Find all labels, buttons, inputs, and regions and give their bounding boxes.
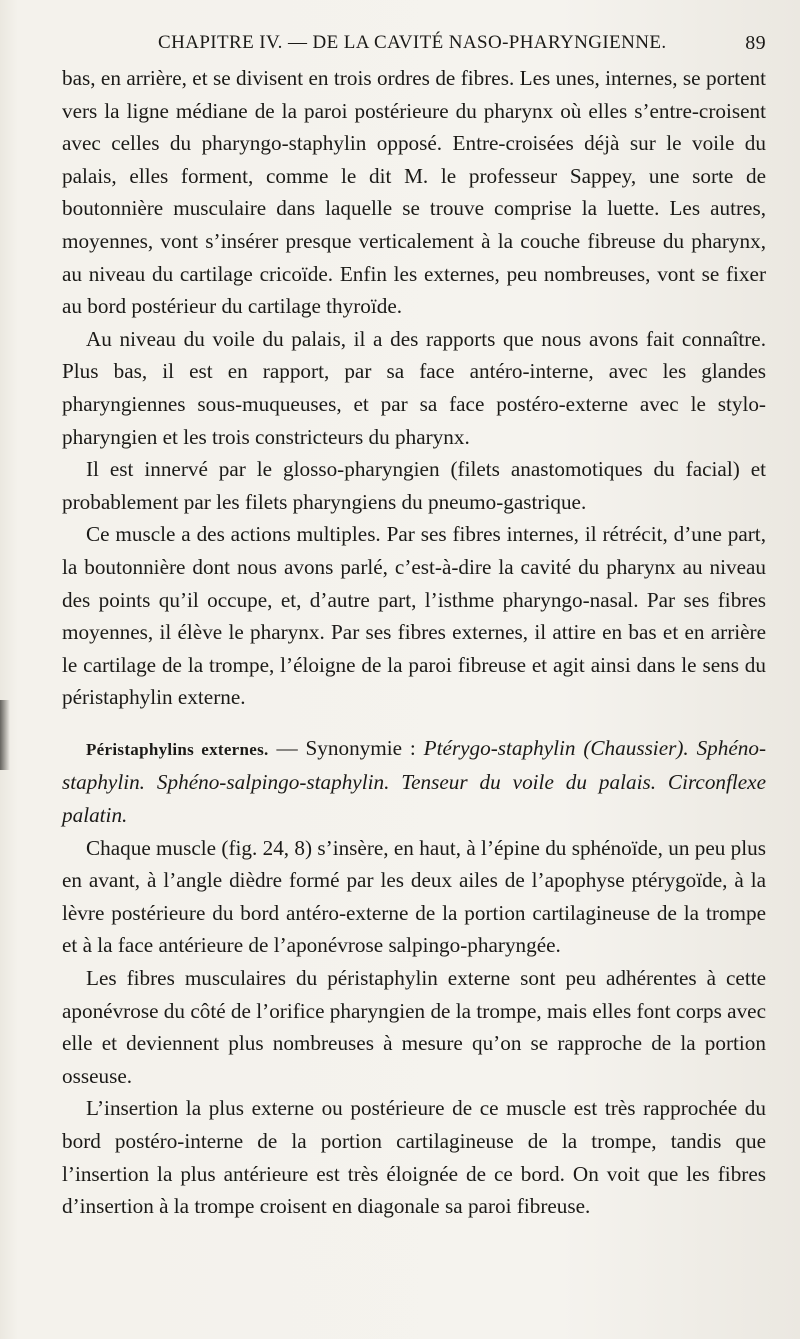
paragraph-7: L’insertion la plus externe ou postérieure de ce muscle est très rapprochée du bord postéro-interne de la portion cartilagineuse de la trompe, tandis que l’insertion la plus antérieure est très éloignée de ce bord. On voit que les fibres d’insertion à la trompe croisent en diagonale sa paroi fibreuse. bbox=[62, 1096, 766, 1219]
paragraph-4: Ce muscle a des actions multiples. Par ses fibres internes, il rétrécit, d’une part, la boutonnière dont nous avons parlé, c’est-à-dire la cavité du pharynx au niveau des points qu’il occupe, et, d’autre part, l’isthme pharyngo-nasal. Par ses fibres moyennes, il élève le pharynx. Par ses fibres externes, il attire en bas et en arrière le cartilage de la trompe, l’éloigne de la paroi fibreuse et agit ainsi dans le sens du péristaphylin externe. bbox=[62, 522, 766, 710]
paragraph-1: bas, en arrière, et se divisent en trois ordres de fibres. Les unes, internes, se portent vers la ligne médiane de la paroi postérieure du pharynx où elles s’entre-croisent avec celles du pharyngo-staphylin opposé. Entre-croisées déjà sur le voile du palais, elles forment, comme le dit M. le professeur Sappey, une sorte de boutonnière musculaire dans laquelle se trouve comprise la luette. Les autres, moyennes, vont s’insérer presque verticalement à la couche fibreuse du pharynx, au niveau du cartilage cricoïde. Enfin les externes, peu nombreuses, vont se fixer au bord postérieur du cartilage thyroïde. bbox=[62, 66, 766, 319]
section-heading-paragraph bbox=[62, 732, 766, 832]
running-header bbox=[158, 28, 766, 60]
synonyms-list: Ptérygo-staphylin (Chaussier). Sphéno-staphylin. Sphéno-salpingo-staphylin. Tenseur du voile du palais. Circonflexe palatin. bbox=[62, 735, 766, 828]
section-term: Péristaphylins externes. bbox=[86, 739, 269, 759]
page-number: 89 bbox=[745, 32, 766, 54]
paragraph-3: Il est innervé par le glosso-pharyngien (filets anastomotiques du facial) et probablement par les filets pharyngiens du pneumo-gastrique. bbox=[62, 457, 766, 514]
paragraph-6: Les fibres musculaires du péristaphylin externe sont peu adhérentes à cette aponévrose du côté de l’orifice pharyngien de la trompe, mais elles font corps avec elle et deviennent plus nombreuses à mesure qu’on se rapproche de la portion osseuse. bbox=[62, 966, 766, 1088]
chapter-title: CHAPITRE IV. — DE LA CAVITÉ NASO-PHARYNGIENNE. bbox=[158, 32, 667, 53]
paragraph-5: Chaque muscle (fig. 24, 8) s’insère, en haut, à l’épine du sphénoïde, un peu plus en avant, à l’angle dièdre formé par les deux ailes de l’apophyse ptérygoïde, à la lèvre postérieure du bord antéro-externe de la portion cartilagineuse de la trompe et à la face antérieure de l’aponévrose salpingo-pharyngée. bbox=[62, 835, 766, 958]
body-text bbox=[62, 62, 766, 1223]
synonymy-label: — Synonymie : bbox=[268, 735, 424, 760]
binding-shadow bbox=[0, 700, 10, 770]
paragraph-2: Au niveau du voile du palais, il a des rapports que nous avons fait connaître. Plus bas, il est en rapport, par sa face antéro-interne, avec les glandes pharyngiennes sous-muqueuses, et par sa face postéro-externe avec le stylo-pharyngien et les trois constricteurs du pharynx. bbox=[62, 326, 766, 449]
